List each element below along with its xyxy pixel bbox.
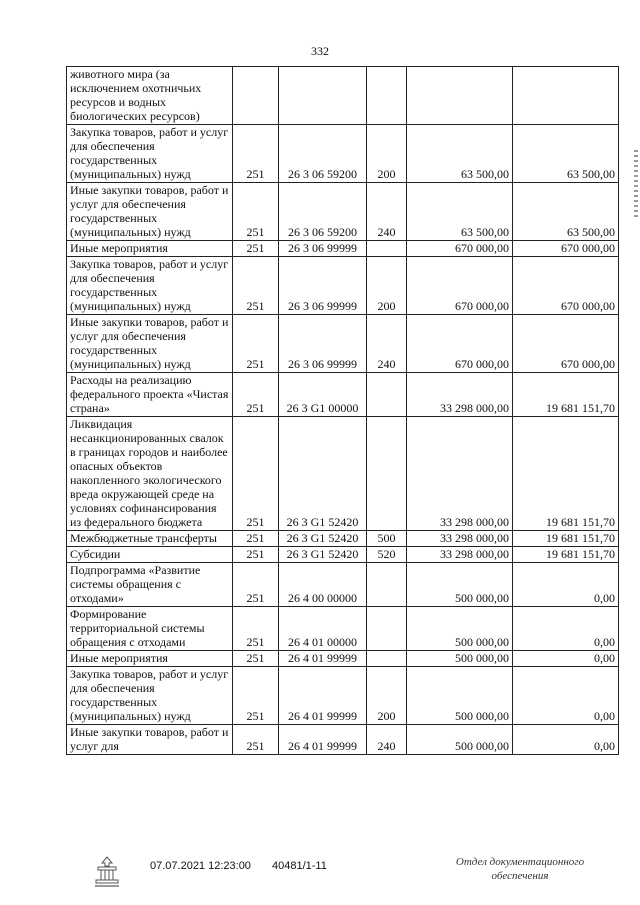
row-name: Расходы на реализацию федерального проекта «Чистая страна»: [67, 373, 233, 417]
row-expense-type: 240: [367, 725, 407, 755]
row-expense-type: [367, 651, 407, 667]
row-sum-executed: 670 000,00: [513, 315, 619, 373]
row-expense-type: 200: [367, 257, 407, 315]
row-sum-planned: 670 000,00: [407, 315, 513, 373]
row-code: 251: [233, 547, 279, 563]
row-sum-executed: [513, 67, 619, 125]
row-name: Ликвидация несанкционированных свалок в границах городов и наиболее опасных объектов накопленного экологического вреда окружающей среде на условиях софинансирования из федерального бюджета: [67, 417, 233, 531]
row-expense-type: 240: [367, 183, 407, 241]
table-row: [67, 373, 619, 417]
row-expense-type: [367, 241, 407, 257]
table-row: [67, 315, 619, 373]
footer-timestamp: 07.07.2021 12:23:00: [150, 860, 251, 872]
row-target-article: 26 3 G1 00000: [279, 373, 367, 417]
row-name: Подпрограмма «Развитие системы обращения с отходами»: [67, 563, 233, 607]
table-row: [67, 531, 619, 547]
row-sum-planned: 500 000,00: [407, 607, 513, 651]
row-code: 251: [233, 531, 279, 547]
row-expense-type: [367, 607, 407, 651]
row-sum-planned: 500 000,00: [407, 725, 513, 755]
row-expense-type: [367, 373, 407, 417]
row-code: 251: [233, 183, 279, 241]
row-name: Субсидии: [67, 547, 233, 563]
table-row: [67, 125, 619, 183]
row-code: 251: [233, 373, 279, 417]
row-sum-planned: 500 000,00: [407, 563, 513, 607]
row-code: [233, 67, 279, 125]
table-row: [67, 257, 619, 315]
row-target-article: 26 4 01 00000: [279, 607, 367, 651]
row-expense-type: 500: [367, 531, 407, 547]
row-expense-type: [367, 563, 407, 607]
row-sum-executed: 19 681 151,70: [513, 417, 619, 531]
row-expense-type: [367, 417, 407, 531]
row-target-article: [279, 67, 367, 125]
table-row: [67, 607, 619, 651]
row-sum-planned: 33 298 000,00: [407, 417, 513, 531]
row-target-article: 26 4 01 99999: [279, 667, 367, 725]
row-target-article: 26 3 06 99999: [279, 315, 367, 373]
row-sum-planned: 670 000,00: [407, 241, 513, 257]
row-name: Иные закупки товаров, работ и услуг для обеспечения государственных (муниципальных) нужд: [67, 183, 233, 241]
row-name: Межбюджетные трансферты: [67, 531, 233, 547]
row-name: Закупка товаров, работ и услуг для обеспечения государственных (муниципальных) нужд: [67, 667, 233, 725]
row-sum-executed: 0,00: [513, 651, 619, 667]
table-row: [67, 183, 619, 241]
budget-table: [66, 66, 619, 755]
row-target-article: 26 3 G1 52420: [279, 531, 367, 547]
row-code: 251: [233, 417, 279, 531]
coat-of-arms-icon: [92, 855, 122, 889]
row-sum-planned: 500 000,00: [407, 667, 513, 725]
table-row: [67, 241, 619, 257]
row-sum-executed: 670 000,00: [513, 257, 619, 315]
row-sum-planned: 63 500,00: [407, 183, 513, 241]
row-name: Иные мероприятия: [67, 241, 233, 257]
table-row: [67, 563, 619, 607]
row-sum-planned: 33 298 000,00: [407, 531, 513, 547]
row-sum-planned: 33 298 000,00: [407, 373, 513, 417]
row-sum-planned: 33 298 000,00: [407, 547, 513, 563]
row-name: Формирование территориальной системы обращения с отходами: [67, 607, 233, 651]
row-sum-executed: 0,00: [513, 563, 619, 607]
row-expense-type: 200: [367, 667, 407, 725]
row-target-article: 26 3 06 99999: [279, 241, 367, 257]
row-name: Иные закупки товаров, работ и услуг для: [67, 725, 233, 755]
row-sum-executed: 670 000,00: [513, 241, 619, 257]
row-sum-executed: 0,00: [513, 607, 619, 651]
row-target-article: 26 4 00 00000: [279, 563, 367, 607]
row-sum-planned: 63 500,00: [407, 125, 513, 183]
row-expense-type: 240: [367, 315, 407, 373]
row-code: 251: [233, 241, 279, 257]
table-row: [67, 67, 619, 125]
table-row: [67, 667, 619, 725]
row-expense-type: 200: [367, 125, 407, 183]
row-name: Закупка товаров, работ и услуг для обеспечения государственных (муниципальных) нужд: [67, 125, 233, 183]
row-sum-planned: [407, 67, 513, 125]
footer-document-number: 40481/1-11: [272, 860, 327, 872]
row-code: 251: [233, 125, 279, 183]
row-sum-executed: 19 681 151,70: [513, 531, 619, 547]
row-target-article: 26 3 06 99999: [279, 257, 367, 315]
row-expense-type: 520: [367, 547, 407, 563]
row-code: 251: [233, 315, 279, 373]
row-sum-executed: 0,00: [513, 725, 619, 755]
row-name: Иные закупки товаров, работ и услуг для обеспечения государственных (муниципальных) нужд: [67, 315, 233, 373]
budget-table-body: [67, 67, 619, 755]
table-row: [67, 651, 619, 667]
row-target-article: 26 3 06 59200: [279, 183, 367, 241]
row-sum-executed: 63 500,00: [513, 125, 619, 183]
footer-department: Отдел документационного обеспечения: [455, 856, 585, 882]
row-sum-planned: 670 000,00: [407, 257, 513, 315]
row-target-article: 26 4 01 99999: [279, 725, 367, 755]
row-name: Закупка товаров, работ и услуг для обеспечения государственных (муниципальных) нужд: [67, 257, 233, 315]
row-sum-executed: 19 681 151,70: [513, 373, 619, 417]
row-name: Иные мероприятия: [67, 651, 233, 667]
row-code: 251: [233, 667, 279, 725]
row-code: 251: [233, 257, 279, 315]
table-row: [67, 417, 619, 531]
row-expense-type: [367, 67, 407, 125]
row-sum-planned: 500 000,00: [407, 651, 513, 667]
row-target-article: 26 3 06 59200: [279, 125, 367, 183]
row-code: 251: [233, 725, 279, 755]
scan-edge-marks: [634, 150, 638, 220]
table-row: [67, 725, 619, 755]
row-target-article: 26 4 01 99999: [279, 651, 367, 667]
table-row: [67, 547, 619, 563]
row-name: животного мира (за исключением охотничьих ресурсов и водных биологических ресурсов): [67, 67, 233, 125]
row-code: 251: [233, 651, 279, 667]
row-code: 251: [233, 563, 279, 607]
row-target-article: 26 3 G1 52420: [279, 417, 367, 531]
page-number: 332: [311, 44, 329, 58]
row-sum-executed: 19 681 151,70: [513, 547, 619, 563]
row-target-article: 26 3 G1 52420: [279, 547, 367, 563]
row-sum-executed: 63 500,00: [513, 183, 619, 241]
row-sum-executed: 0,00: [513, 667, 619, 725]
row-code: 251: [233, 607, 279, 651]
